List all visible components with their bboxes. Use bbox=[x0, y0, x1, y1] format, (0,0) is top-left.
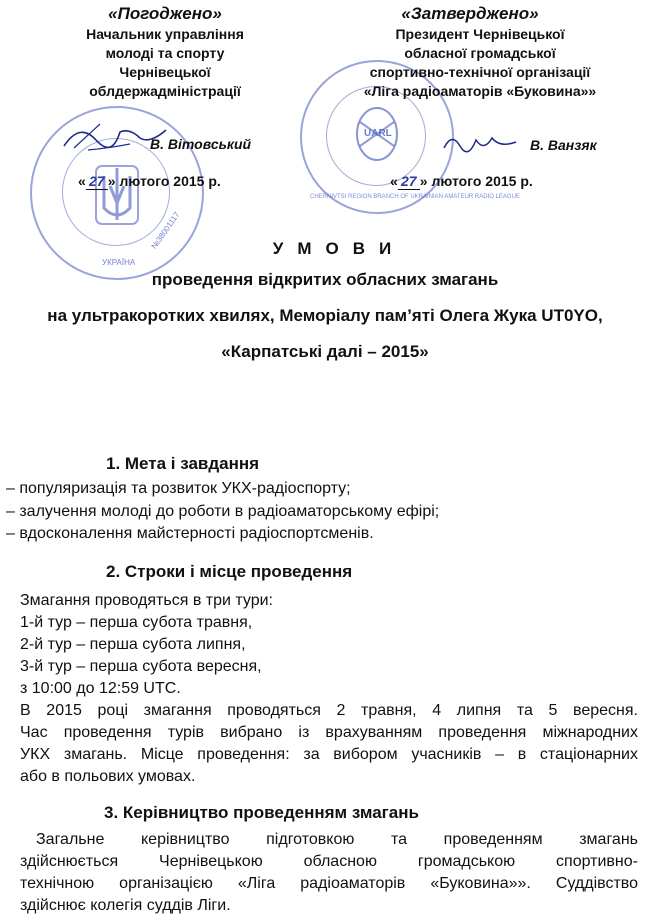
section-3-para-line-1: Загальне керівництво підготовкою та проведенням змагань bbox=[36, 831, 638, 848]
section-2-line-2: 1-й тур – перша субота травня, bbox=[20, 614, 253, 631]
section-1-item-3: – вдосконалення майстерності радіоспортсменів. bbox=[6, 525, 374, 542]
section-1-item-1: – популяризація та розвиток УКХ-радіоспорту; bbox=[6, 480, 351, 497]
section-2-line-4: 3-й тур – перша субота вересня, bbox=[20, 658, 262, 675]
approval-right-line-2: обласної громадської bbox=[404, 45, 556, 61]
section-3-para-line-2: здійснюється Чернівецькою обласною громадською спортивно- bbox=[20, 853, 638, 870]
section-2-line-5: з 10:00 до 12:59 UTC. bbox=[20, 680, 181, 697]
document-title: УМОВИ bbox=[272, 239, 406, 258]
right-signature-icon bbox=[440, 128, 520, 158]
left-stamp-country: УКРАЇНА bbox=[102, 258, 136, 267]
section-2-para-line-1: В 2015 році змагання проводяться 2 травня, 4 липня та 5 вересня. bbox=[20, 702, 638, 719]
section-3-para-line-3: технічною організацією «Ліга радіоаматорів «Буковина»». Суддівство bbox=[20, 875, 638, 892]
approval-right bbox=[330, 4, 630, 101]
left-stamp-code: №38001117 bbox=[149, 210, 182, 251]
approval-right-day: 27 bbox=[398, 173, 420, 190]
document-subtitle-3: «Карпатські далі – 2015» bbox=[221, 342, 429, 361]
approval-right-line-1: Президент Чернівецької bbox=[395, 26, 565, 42]
section-1-heading: 1. Мета і завдання bbox=[106, 454, 260, 473]
section-2-para-line-2: Час проведення турів вибрано із врахуванням проведення міжнародних bbox=[20, 724, 638, 741]
approval-left-line-1: Начальник управління bbox=[86, 26, 244, 42]
approval-left-line-3: Чернівецької bbox=[119, 64, 211, 80]
section-2-para-line-3: УКХ змагань. Місце проведення: за вибором учасників – в стаціонарних bbox=[20, 746, 638, 763]
section-1-item-2: – залучення молоді до роботи в радіоаматорському ефірі; bbox=[6, 503, 440, 520]
approval-left-line-2: молоді та спорту bbox=[105, 45, 225, 61]
approval-left-title: «Погоджено» bbox=[108, 4, 222, 23]
approval-right-line-3: спортивно-технічної організації bbox=[369, 64, 591, 80]
approval-left bbox=[50, 4, 280, 101]
section-2-para-line-4: або в польових умовах. bbox=[20, 768, 196, 785]
approval-right-title: «Затверджено» bbox=[401, 4, 539, 23]
right-stamp-ring: CHERNIVTSI REGION BRANCH OF UKRAINIAN AMATEUR RADIO LEAGUE bbox=[310, 194, 520, 200]
approval-left-date: « 27 » лютого 2015 р. bbox=[78, 173, 221, 189]
approval-left-signer: В. Вітовський bbox=[150, 136, 252, 152]
section-3-para-line-4: здійснює колегія суддів Ліги. bbox=[20, 897, 231, 914]
approval-right-date: « 27 » лютого 2015 р. bbox=[390, 173, 533, 189]
document-subtitle-2: на ультракоротких хвилях, Меморіалу пам’яті Олега Жука UT0YO, bbox=[47, 306, 603, 325]
document-subtitle-1: проведення відкритих обласних змагань bbox=[151, 270, 499, 289]
right-stamp-center: UARL bbox=[364, 128, 392, 139]
approval-left-line-4: облдержадміністрації bbox=[89, 83, 241, 99]
section-2-heading: 2. Строки і місце проведення bbox=[106, 562, 353, 581]
section-3-heading: 3. Керівництво проведенням змагань bbox=[104, 803, 419, 822]
approval-right-line-4: «Ліга радіоаматорів «Буковина»» bbox=[363, 83, 597, 99]
section-2-line-1: Змагання проводяться в три тури: bbox=[20, 592, 273, 609]
approval-left-day: 27 bbox=[86, 173, 108, 190]
section-2-line-3: 2-й тур – перша субота липня, bbox=[20, 636, 246, 653]
approval-right-signer: В. Ванзяк bbox=[530, 137, 597, 153]
